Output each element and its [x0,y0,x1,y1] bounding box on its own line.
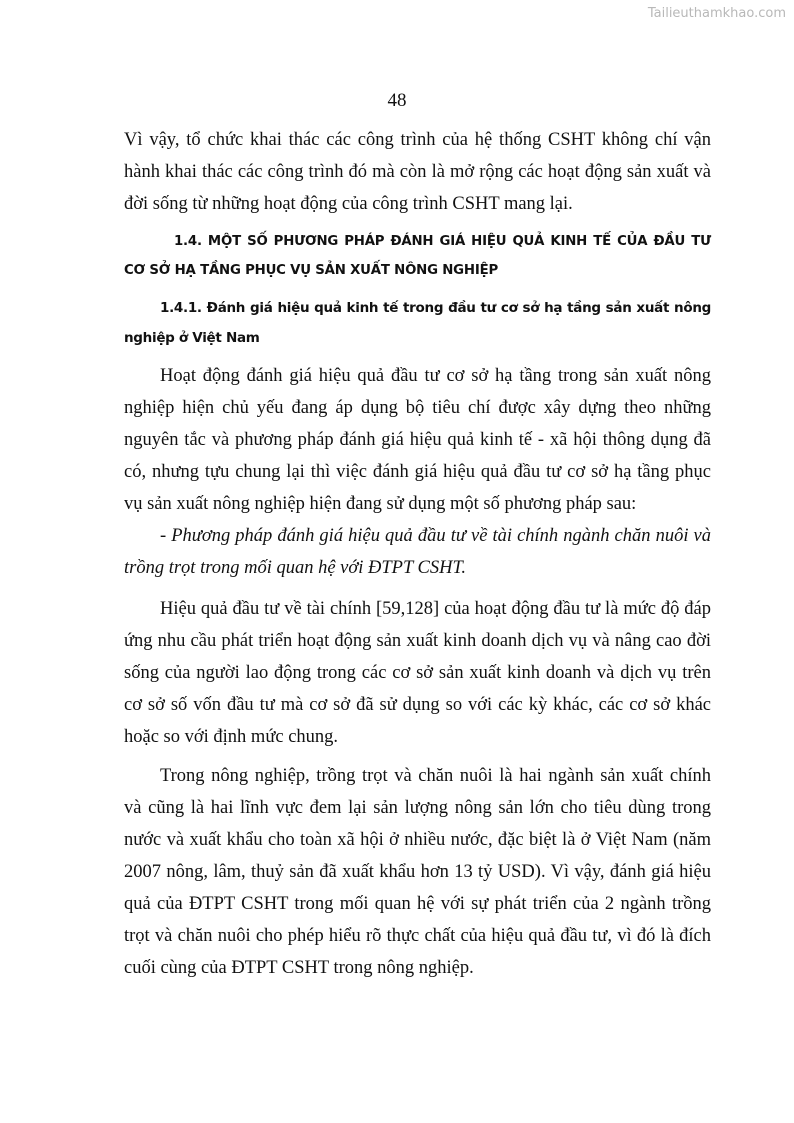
paragraph-line: nguyên tắc và phương pháp đánh giá hiệu quả kinh tế - xã hội thông dụng đã [124,430,711,450]
paragraph-line: sống của người lao động trong các cơ sở sản xuất kinh doanh và dịch vụ trên [124,663,711,683]
section-heading-line: 1.4. MỘT SỐ PHƯƠNG PHÁP ĐÁNH GIÁ HIỆU QUẢ KINH TẾ CỦA ĐẦU TƯ [174,234,711,249]
paragraph-line: nghiệp hiện chủ yếu đang áp dụng bộ tiêu chí được xây dựng theo những [124,398,711,418]
italic-paragraph-line: - Phương pháp đánh giá hiệu quả đầu tư về tài chính ngành chăn nuôi và [160,526,711,546]
paragraph-line: nước và xuất khẩu cho toàn xã hội ở nhiều nước, đặc biệt là ở Việt Nam (năm [124,830,711,850]
paragraph-line: hoặc so với định mức chung. [124,727,339,747]
paragraph-line: hành khai thác các công trình đó mà còn là mở rộng các hoạt động sản xuất và [124,162,711,182]
page-number: 48 [387,90,407,111]
subsection-heading-line: nghiệp ở Việt Nam [124,330,260,346]
paragraph-line: vụ sản xuất nông nghiệp hiện đang sử dụng một số phương pháp sau: [124,494,637,514]
paragraph-line: Hiệu quả đầu tư về tài chính [59,128] của hoạt động đầu tư là mức độ đáp [160,599,711,619]
section-heading-line: CƠ SỞ HẠ TẦNG PHỤC VỤ SẢN XUẤT NÔNG NGHIỆP [124,263,498,278]
italic-paragraph-line: trồng trọt trong mối quan hệ với ĐTPT CSHT. [124,558,467,578]
paragraph-line: đời sống từ những hoạt động của công trình CSHT mang lại. [124,194,573,214]
paragraph-line: ứng nhu cầu phát triển hoạt động sản xuất kinh doanh dịch vụ và nâng cao đời [124,631,711,651]
paragraph-line: 2007 nông, lâm, thuỷ sản đã xuất khẩu hơn 13 tỷ USD). Vì vậy, đánh giá hiệu [124,862,711,882]
paragraph-line: quả của ĐTPT CSHT trong mối quan hệ với sự phát triển của 2 ngành trồng [124,894,711,914]
paragraph-line: và cũng là hai lĩnh vực đem lại sản lượng nông sản lớn cho tiêu dùng trong [124,798,711,818]
paragraph-line: Vì vậy, tổ chức khai thác các công trình của hệ thống CSHT không chí vận [124,130,711,150]
paragraph-line: có, nhưng tựu chung lại thì việc đánh giá hiệu quả đầu tư cơ sở hạ tầng phục [124,462,711,482]
paragraph-line: Trong nông nghiệp, trồng trọt và chăn nuôi là hai ngành sản xuất chính [160,766,711,786]
paragraph-line: cuối cùng của ĐTPT CSHT trong nông nghiệp. [124,958,474,978]
paragraph-line: trọt và chăn nuôi cho phép hiểu rõ thực chất của hiệu quả đầu tư, vì đó là đích [124,926,711,946]
paragraph-line: cơ sở số vốn đầu tư mà cơ sở đã sử dụng so với các kỳ khác, các cơ sở khác [124,695,711,715]
subsection-heading-line: 1.4.1. Đánh giá hiệu quả kinh tế trong đầu tư cơ sở hạ tầng sản xuất nông [160,300,711,316]
paragraph-line: Hoạt động đánh giá hiệu quả đầu tư cơ sở hạ tầng trong sản xuất nông [160,366,711,386]
watermark: Tailieuthamkhao.com [647,6,786,21]
